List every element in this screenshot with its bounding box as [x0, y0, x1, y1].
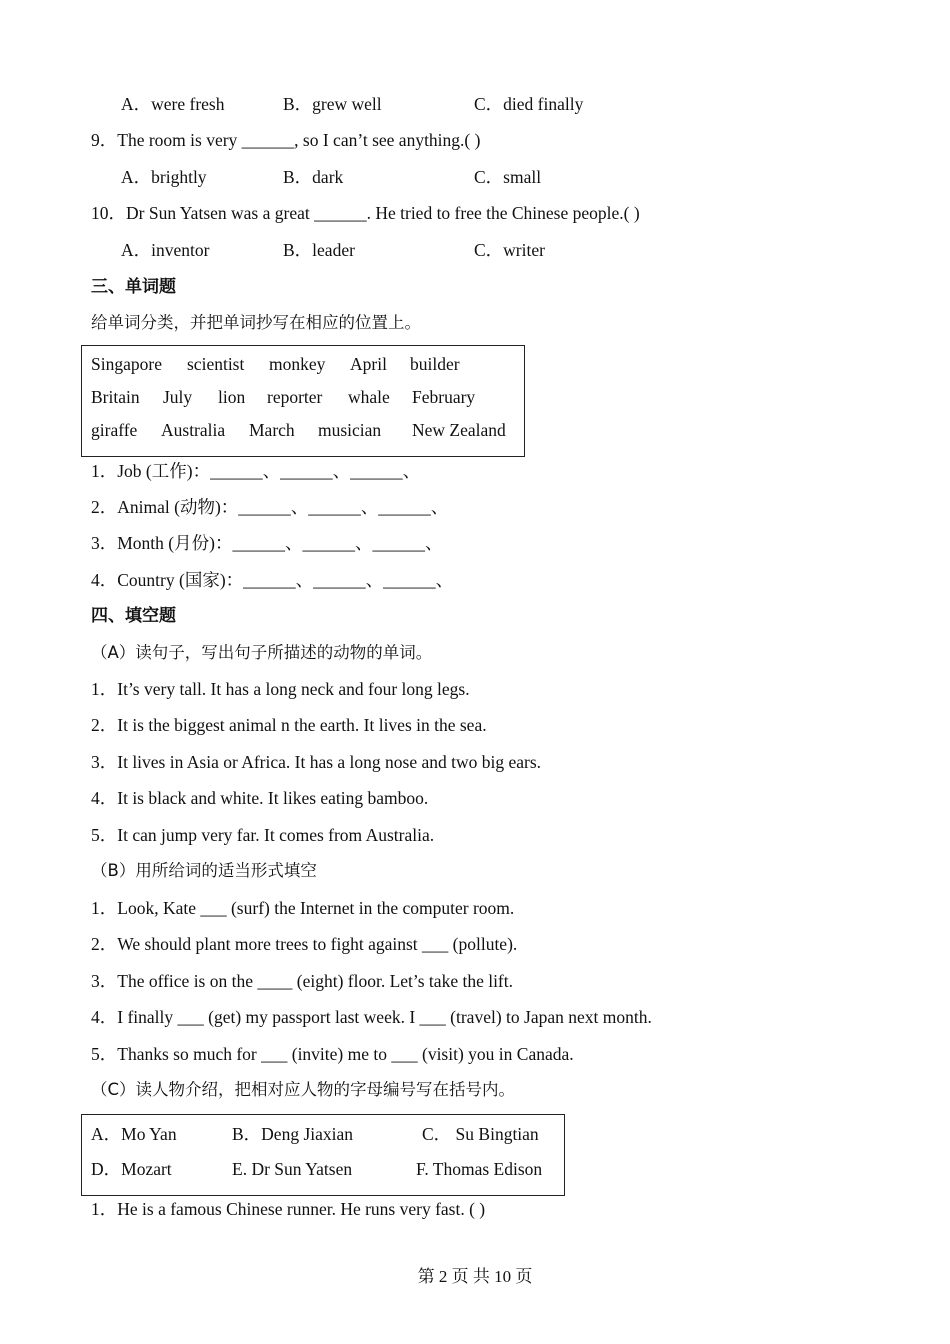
word: giraffe [91, 420, 138, 440]
section3-title: 三、单词题 [91, 277, 176, 297]
word-box [81, 345, 525, 457]
word: monkey [269, 354, 326, 374]
part-a-item: 1．It’s very tall. It has a long neck and four long legs. [91, 679, 470, 699]
people-box [81, 1114, 565, 1196]
q10-option-a: A．inventor [121, 240, 210, 260]
person-option: B．Deng Jiaxian [232, 1124, 354, 1144]
part-b-item: 1．Look, Kate ___ (surf) the Internet in the computer room. [91, 898, 515, 918]
part-c-item: 1．He is a famous Chinese runner. He runs very fast. ( ) [91, 1199, 486, 1219]
q10-option-c: C．writer [474, 240, 545, 260]
word: musician [318, 420, 382, 440]
part-b-item: 3．The office is on the ____ (eight) floor. Let’s take the lift. [91, 971, 513, 991]
q9-option-c: C．small [474, 167, 542, 187]
q8-option-b: B．grew well [283, 94, 382, 114]
section4-title: 四、填空题 [91, 606, 176, 626]
q8-option-a: A．were fresh [121, 94, 225, 114]
word: Britain [91, 387, 140, 407]
part-a-item: 5．It can jump very far. It comes from Australia. [91, 825, 435, 845]
part-c-title: （C）读人物介绍，把相对应人物的字母编号写在括号内。 [91, 1080, 516, 1099]
part-b-title: （B）用所给词的适当形式填空 [91, 861, 317, 880]
person-option: A．Mo Yan [91, 1124, 177, 1144]
q9-option-a: A．brightly [121, 167, 207, 187]
q8-option-c: C．died finally [474, 94, 584, 114]
part-b-item: 4．I finally ___ (get) my passport last week. I ___ (travel) to Japan next month. [91, 1007, 652, 1027]
word: New Zealand [412, 420, 506, 440]
section3-instruction: 给单词分类，并把单词抄写在相应的位置上。 [91, 313, 421, 332]
section3-item-job: 1．Job (工作)：______、______、______、 [91, 461, 421, 481]
part-a-item: 2．It is the biggest animal n the earth. It lives in the sea. [91, 715, 487, 735]
word: April [350, 354, 387, 374]
section3-item-animal: 2．Animal (动物)：______、______、______、 [91, 497, 449, 517]
person-option: F. Thomas Edison [416, 1159, 543, 1179]
part-a-item: 4．It is black and white. It likes eating bamboo. [91, 788, 429, 808]
word: whale [348, 387, 390, 407]
word: reporter [267, 387, 323, 407]
part-b-item: 5．Thanks so much for ___ (invite) me to ___ (visit) you in Canada. [91, 1044, 574, 1064]
person-option: E. Dr Sun Yatsen [232, 1159, 353, 1179]
word: scientist [187, 354, 245, 374]
q10-option-b: B．leader [283, 240, 355, 260]
word: July [163, 387, 193, 407]
part-a-item: 3．It lives in Asia or Africa. It has a long nose and two big ears. [91, 752, 542, 772]
page-footer: 第 2 页 共 10 页 [417, 1267, 533, 1286]
section3-item-month: 3．Month (月份)：______、______、______、 [91, 533, 443, 553]
word: builder [410, 354, 460, 374]
part-a-title: （A）读句子，写出句子所描述的动物的单词。 [91, 643, 433, 662]
section3-item-country: 4．Country (国家)：______、______、______、 [91, 570, 454, 590]
word: Singapore [91, 354, 162, 374]
word: Australia [161, 420, 226, 440]
q10-stem: 10．Dr Sun Yatsen was a great ______. He tried to free the Chinese people.( ) [91, 203, 640, 223]
word: February [412, 387, 476, 407]
word: lion [218, 387, 246, 407]
person-option: C． Su Bingtian [422, 1124, 539, 1144]
q9-option-b: B．dark [283, 167, 344, 187]
word: March [249, 420, 295, 440]
part-b-item: 2．We should plant more trees to fight against ___ (pollute). [91, 934, 518, 954]
person-option: D．Mozart [91, 1159, 172, 1179]
q9-stem: 9．The room is very ______, so I can’t see anything.( ) [91, 130, 481, 150]
